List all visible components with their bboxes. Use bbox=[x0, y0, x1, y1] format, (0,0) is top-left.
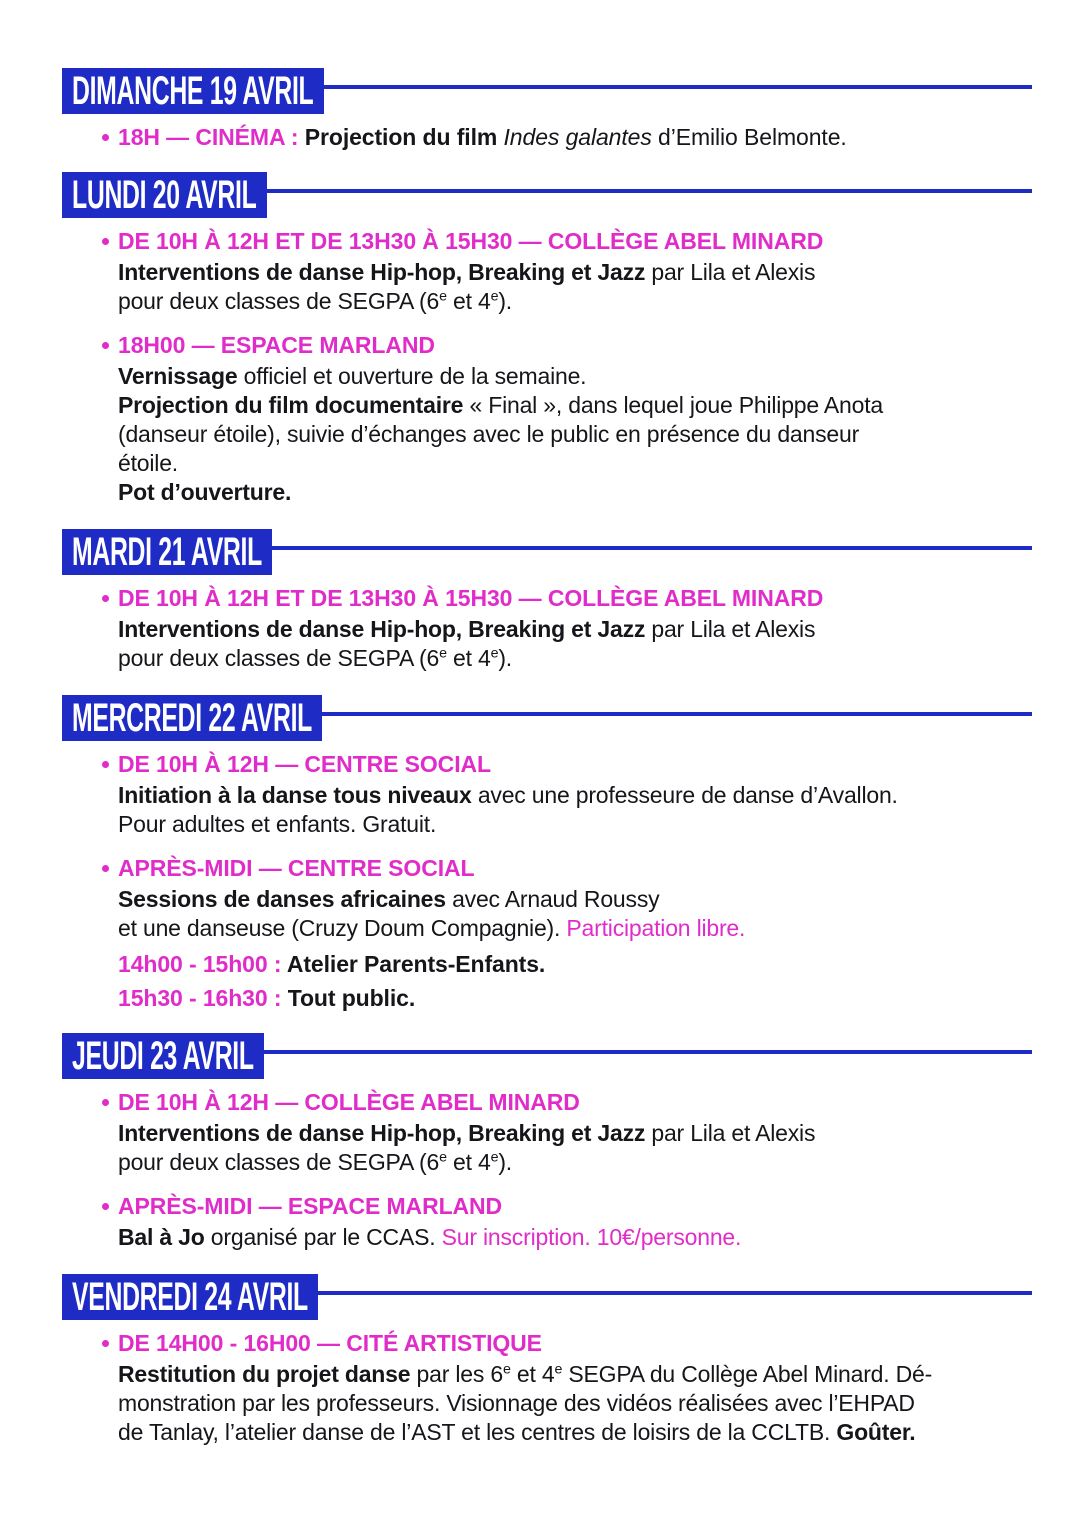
day-header bbox=[62, 1033, 1032, 1079]
day-rule-line bbox=[272, 546, 1032, 550]
event bbox=[100, 855, 1032, 1011]
text-segment: par les 6 bbox=[410, 1361, 503, 1387]
text-segment: pour deux classes de SEGPA (6 bbox=[118, 1149, 440, 1175]
text-segment: e bbox=[490, 1149, 499, 1166]
text-segment: 18H — CINÉMA : bbox=[118, 124, 305, 150]
day-events bbox=[100, 228, 1032, 507]
bullet-icon bbox=[102, 134, 109, 141]
text-segment: organisé par le CCAS. bbox=[204, 1224, 442, 1250]
day-rule-line bbox=[267, 189, 1032, 193]
text-segment: par Lila et Alexis bbox=[645, 1120, 816, 1146]
event-heading bbox=[118, 332, 1032, 358]
text-segment: DE 10H À 12H — CENTRE SOCIAL bbox=[118, 751, 491, 777]
day-header bbox=[62, 529, 1032, 575]
text-segment: Initiation à la danse tous niveaux bbox=[118, 782, 472, 808]
text-segment: DE 10H À 12H — COLLÈGE ABEL MINARD bbox=[118, 1089, 580, 1115]
text-segment: ). bbox=[498, 1149, 512, 1175]
text-segment: 18H00 — ESPACE MARLAND bbox=[118, 332, 435, 358]
day-label-box bbox=[62, 529, 272, 575]
text-segment: et 4 bbox=[446, 645, 491, 671]
event-body bbox=[118, 615, 1032, 673]
text-segment: par Lila et Alexis bbox=[645, 259, 816, 285]
day-rule-line bbox=[318, 1291, 1032, 1295]
text-segment: Restitution du projet danse bbox=[118, 1361, 411, 1387]
text-segment: pour deux classes de SEGPA (6 bbox=[118, 645, 440, 671]
text-segment: de Tanlay, l’atelier danse de l’AST et les centres de loisirs de la CCLTB. bbox=[118, 1419, 837, 1445]
event-body bbox=[118, 781, 1032, 839]
text-segment: DE 10H À 12H ET DE 13H30 À 15H30 — COLLÈGE ABEL MINARD bbox=[118, 228, 824, 254]
program-days bbox=[62, 68, 1032, 1447]
day-section-2 bbox=[62, 529, 1032, 673]
event-body bbox=[118, 362, 1032, 507]
day-label: LUNDI 20 AVRIL bbox=[72, 173, 257, 217]
bullet-icon bbox=[102, 1203, 109, 1210]
day-label-box bbox=[62, 172, 267, 218]
day-section-3 bbox=[62, 695, 1032, 1011]
bullet-icon bbox=[102, 238, 109, 245]
text-segment: Pot d’ouverture. bbox=[118, 479, 292, 505]
day-events bbox=[100, 1089, 1032, 1252]
event bbox=[100, 1330, 1032, 1447]
bullet-icon bbox=[102, 1099, 109, 1106]
text-segment: et 4 bbox=[446, 288, 491, 314]
text-segment: Goûter. bbox=[836, 1419, 916, 1445]
bullet-icon bbox=[102, 342, 109, 349]
bullet-icon bbox=[102, 595, 109, 602]
event-body bbox=[118, 1360, 1032, 1447]
text-segment: 15h30 - 16h30 : bbox=[118, 985, 288, 1011]
text-segment: ). bbox=[498, 645, 512, 671]
event-body bbox=[118, 1119, 1032, 1177]
day-events bbox=[100, 1330, 1032, 1447]
text-segment: APRÈS-MIDI — ESPACE MARLAND bbox=[118, 1193, 503, 1219]
bullet-icon bbox=[102, 865, 109, 872]
text-segment: APRÈS-MIDI — CENTRE SOCIAL bbox=[118, 855, 475, 881]
text-segment: 14h00 - 15h00 : bbox=[118, 951, 287, 977]
day-header bbox=[62, 68, 1032, 114]
day-label-box bbox=[62, 1274, 318, 1320]
day-label-box bbox=[62, 68, 324, 114]
event-schedule-line bbox=[118, 951, 1032, 977]
event bbox=[100, 124, 1032, 150]
day-label: MERCREDI 22 AVRIL bbox=[72, 696, 313, 740]
day-label: JEUDI 23 AVRIL bbox=[72, 1034, 254, 1078]
day-rule-line bbox=[322, 712, 1032, 716]
event-heading bbox=[118, 855, 1032, 881]
text-segment: Sessions de danses africaines bbox=[118, 886, 446, 912]
text-segment: monstration par les professeurs. Visionnage des vidéos réalisées avec l’EHPAD bbox=[118, 1390, 915, 1416]
event bbox=[100, 228, 1032, 316]
text-segment: DE 10H À 12H ET DE 13H30 À 15H30 — COLLÈGE ABEL MINARD bbox=[118, 585, 824, 611]
text-segment: avec Arnaud Roussy bbox=[445, 886, 660, 912]
event bbox=[100, 1089, 1032, 1177]
text-segment: Participation libre. bbox=[566, 915, 746, 941]
bullet-icon bbox=[102, 761, 109, 768]
event bbox=[100, 1193, 1032, 1252]
day-section-4 bbox=[62, 1033, 1032, 1252]
text-segment: e bbox=[502, 1361, 511, 1378]
day-header bbox=[62, 172, 1032, 218]
text-segment: « Final », dans lequel joue Philippe Anota bbox=[463, 392, 884, 418]
text-segment: e bbox=[439, 645, 447, 662]
day-section-5 bbox=[62, 1274, 1032, 1447]
text-segment: officiel et ouverture de la semaine. bbox=[237, 363, 587, 389]
text-segment: e bbox=[554, 1361, 563, 1378]
text-segment: d’Emilio Belmonte. bbox=[651, 124, 847, 150]
text-segment: e bbox=[490, 288, 499, 305]
event-body bbox=[118, 885, 1032, 943]
text-segment: ). bbox=[498, 288, 512, 314]
text-segment: Interventions de danse Hip-hop, Breaking et Jazz bbox=[118, 1120, 646, 1146]
text-segment: DE 14H00 - 16H00 — CITÉ ARTISTIQUE bbox=[118, 1330, 542, 1356]
day-label: VENDREDI 24 AVRIL bbox=[72, 1275, 308, 1319]
text-segment: SEGPA du Collège Abel Minard. Dé- bbox=[562, 1361, 933, 1387]
event bbox=[100, 332, 1032, 507]
day-section-1 bbox=[62, 172, 1032, 507]
day-label-box bbox=[62, 695, 322, 741]
text-segment: Atelier Parents-Enfants. bbox=[286, 951, 546, 977]
text-segment: par Lila et Alexis bbox=[645, 616, 816, 642]
event-body bbox=[118, 258, 1032, 316]
text-segment: Tout public. bbox=[287, 985, 416, 1011]
day-events bbox=[100, 751, 1032, 1011]
event bbox=[100, 585, 1032, 673]
event-heading bbox=[118, 228, 1032, 254]
bullet-icon bbox=[102, 1340, 109, 1347]
text-segment: et 4 bbox=[446, 1149, 491, 1175]
day-rule-line bbox=[324, 85, 1033, 89]
event-heading bbox=[118, 585, 1032, 611]
text-segment: Sur inscription. 10€/personne. bbox=[441, 1224, 742, 1250]
day-label-box bbox=[62, 1033, 264, 1079]
event-schedule-line bbox=[118, 985, 1032, 1011]
event-heading bbox=[118, 1330, 1032, 1356]
event-heading bbox=[118, 1089, 1032, 1115]
event-heading bbox=[118, 1193, 1032, 1219]
day-section-0 bbox=[62, 68, 1032, 150]
text-segment: Projection du film bbox=[304, 124, 504, 150]
day-label: MARDI 21 AVRIL bbox=[72, 530, 262, 574]
event-body bbox=[118, 1223, 1032, 1252]
day-header bbox=[62, 1274, 1032, 1320]
text-segment: e bbox=[439, 288, 447, 305]
text-segment: pour deux classes de SEGPA (6 bbox=[118, 288, 440, 314]
text-segment: Indes galantes bbox=[503, 124, 652, 150]
text-segment: et une danseuse (Cruzy Doum Compagnie). bbox=[118, 915, 567, 941]
text-segment: Projection du film documentaire bbox=[118, 392, 464, 418]
text-segment: Vernissage bbox=[118, 363, 238, 389]
day-events bbox=[100, 585, 1032, 673]
text-segment: Interventions de danse Hip-hop, Breaking et Jazz bbox=[118, 616, 646, 642]
text-segment: (danseur étoile), suivie d’échanges avec le public en présence du danseur bbox=[118, 421, 860, 447]
event-heading bbox=[118, 751, 1032, 777]
text-segment: et 4 bbox=[510, 1361, 555, 1387]
text-segment: étoile. bbox=[118, 450, 178, 476]
text-segment: Pour adultes et enfants. Gratuit. bbox=[118, 811, 437, 837]
text-segment: Interventions de danse Hip-hop, Breaking et Jazz bbox=[118, 259, 646, 285]
text-segment: e bbox=[439, 1149, 447, 1166]
text-segment: avec une professeure de danse d’Avallon. bbox=[471, 782, 898, 808]
text-segment: Bal à Jo bbox=[118, 1224, 205, 1250]
day-events bbox=[100, 124, 1032, 150]
day-rule-line bbox=[264, 1050, 1032, 1054]
text-segment: e bbox=[490, 645, 499, 662]
event-heading bbox=[118, 124, 1032, 150]
event bbox=[100, 751, 1032, 839]
day-label: DIMANCHE 19 AVRIL bbox=[72, 69, 314, 113]
day-header bbox=[62, 695, 1032, 741]
